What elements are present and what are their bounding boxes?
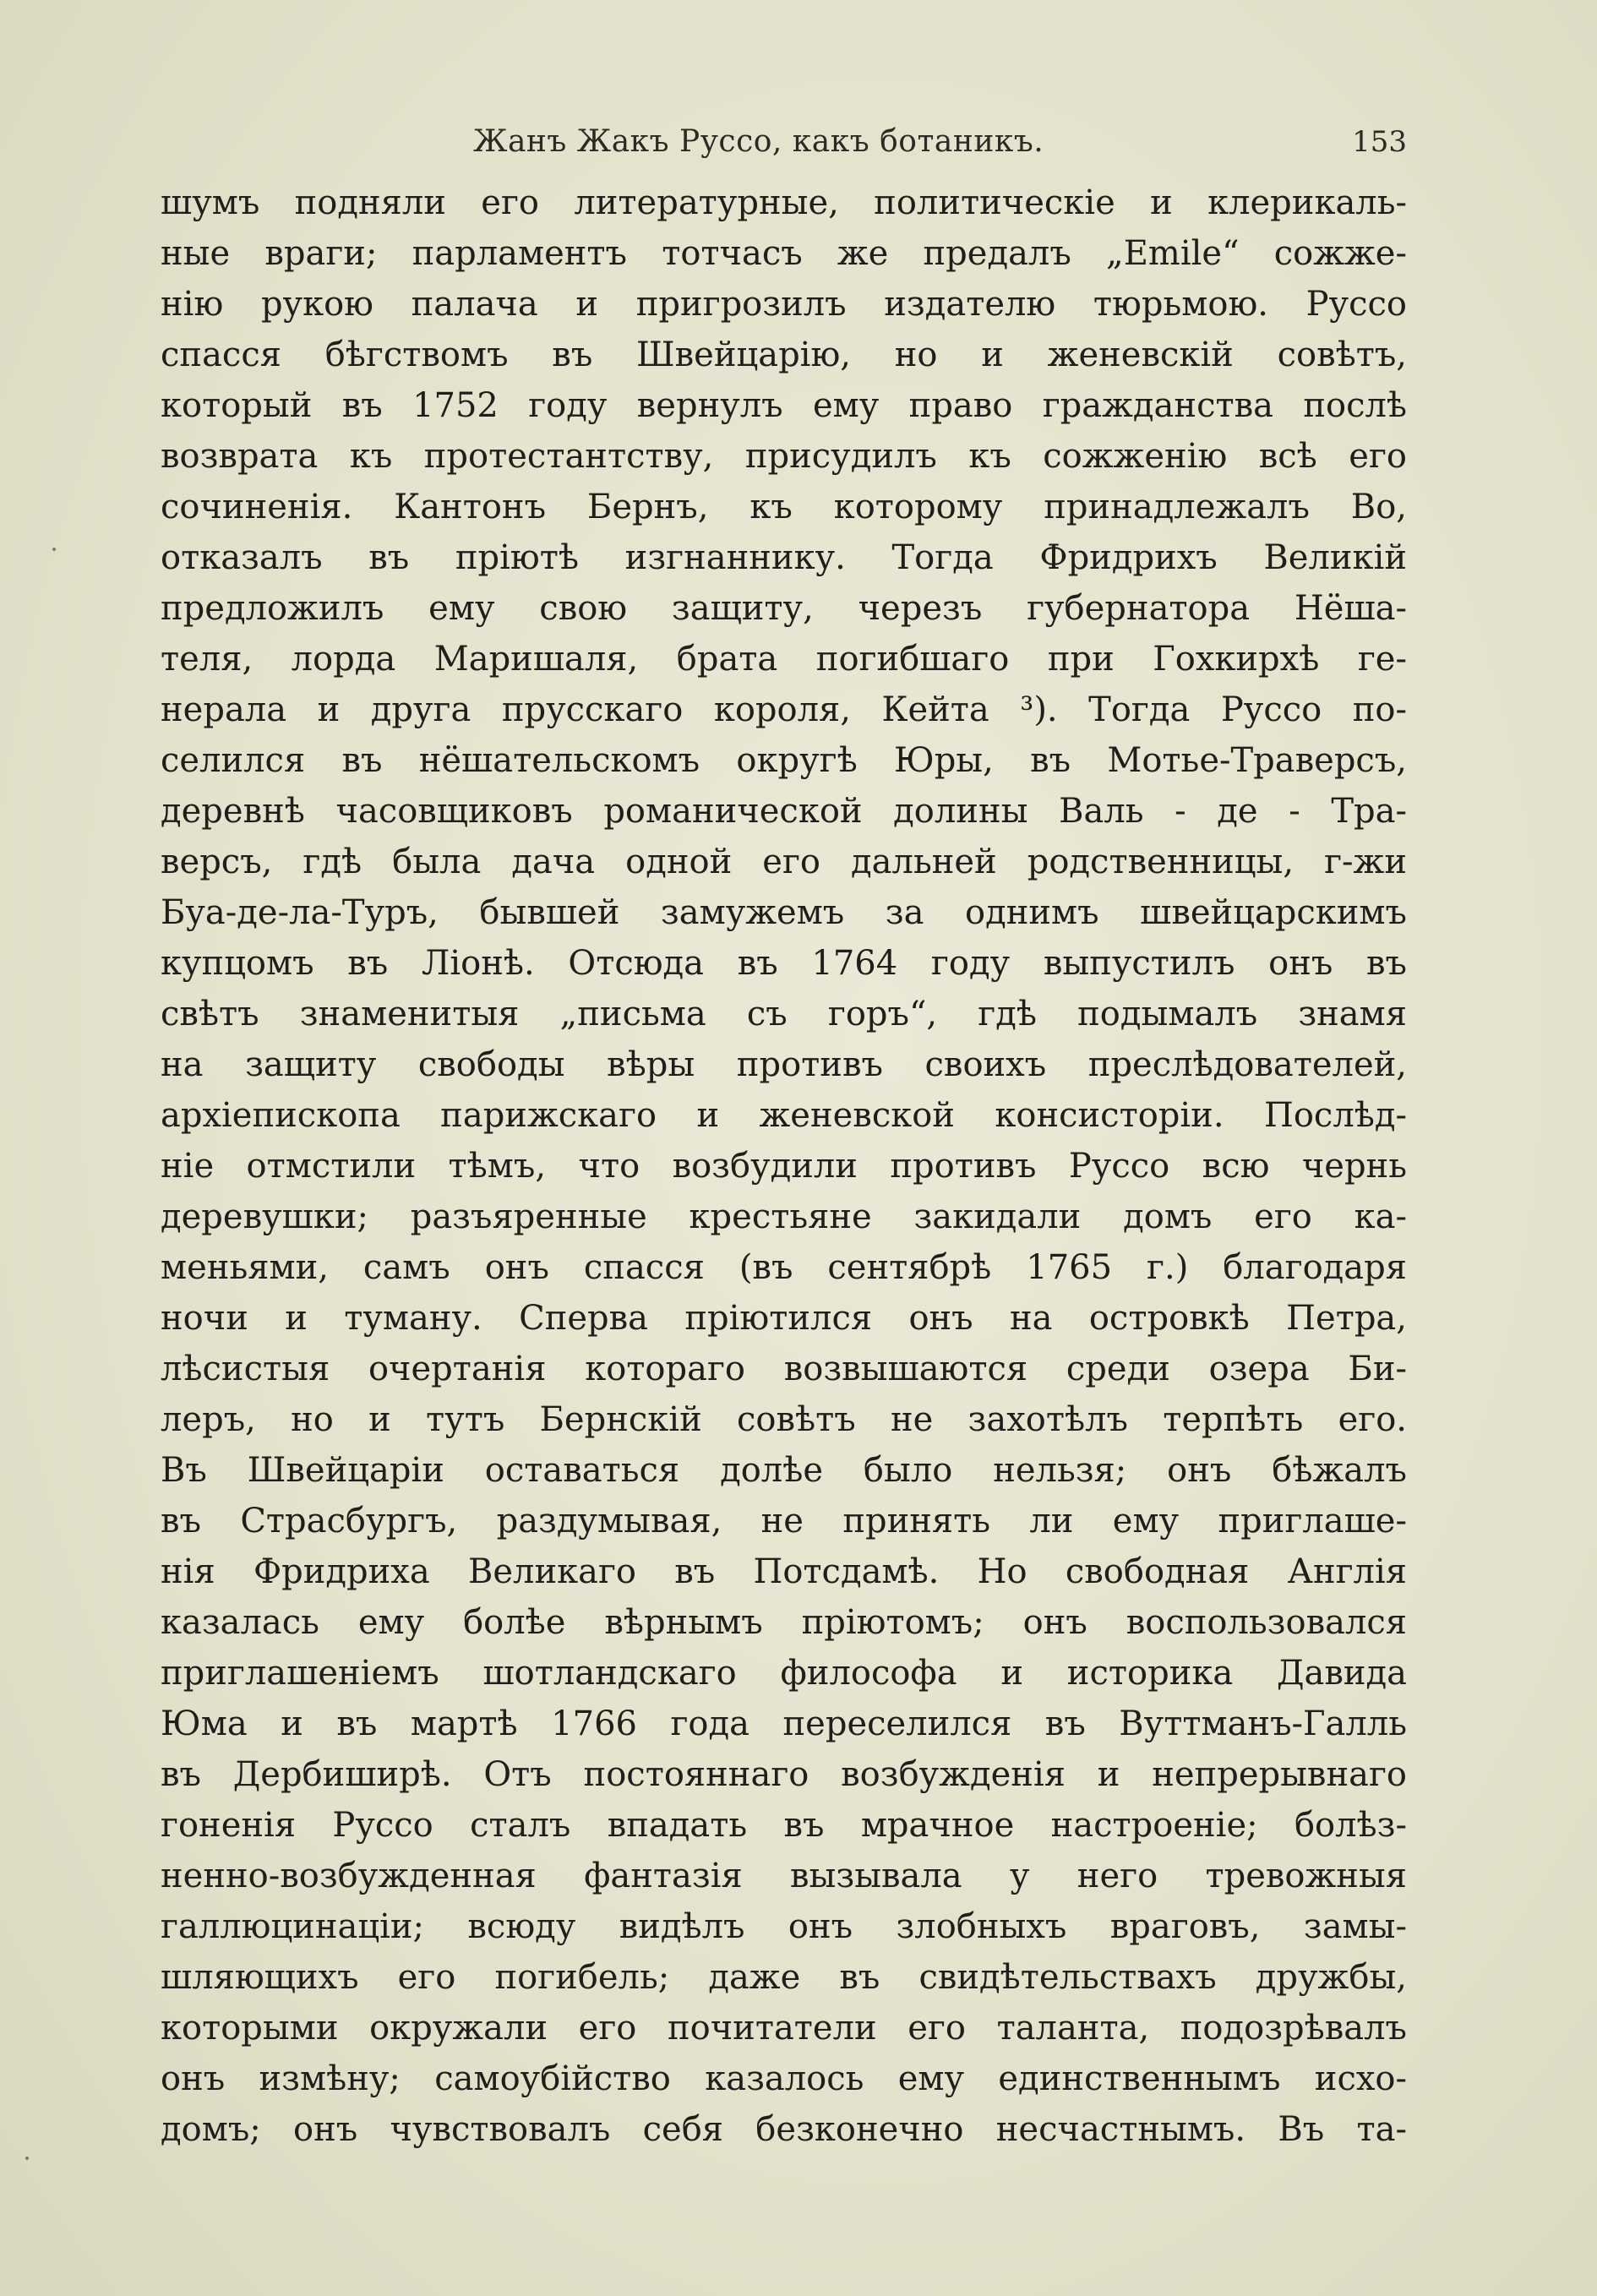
running-title: Жанъ Жакъ Руссо, какъ ботаникъ. (473, 124, 1044, 159)
text-line: галлюцинаціи; всюду видѣлъ онъ злобныхъ враговъ, замы- (161, 1907, 1407, 1946)
text-line: шумъ подняли его литературные, политическіе и клерикаль- (161, 183, 1407, 222)
text-line: въ Дербиширѣ. Отъ постояннаго возбужденія и непрерывнаго (161, 1755, 1407, 1794)
text-line: лѣсистыя очертанія котораго возвышаются среди озера Би- (161, 1350, 1407, 1388)
text-line: нію рукою палача и пригрозилъ издателю тюрьмою. Руссо (161, 285, 1407, 324)
text-line: купцомъ въ Ліонѣ. Отсюда въ 1764 году выпустилъ онъ въ (161, 944, 1407, 983)
text-line: ночи и туману. Сперва пріютился онъ на островкѣ Петра, (161, 1299, 1407, 1338)
text-line: возврата къ протестантству, присудилъ къ сожженію всѣ его (161, 437, 1407, 476)
page-number: 153 (1352, 125, 1407, 159)
text-line: Въ Швейцаріи оставаться долѣе было нельзя; онъ бѣжалъ (161, 1451, 1407, 1490)
text-line: предложилъ ему свою защиту, черезъ губернатора Нёша- (161, 589, 1407, 628)
text-line: онъ измѣну; самоубійство казалось ему единственнымъ исхо- (161, 2059, 1407, 2098)
page-header (161, 118, 1407, 166)
text-line: казалась ему болѣе вѣрнымъ пріютомъ; онъ воспользовался (161, 1603, 1407, 1642)
text-line: версъ, гдѣ была дача одной его дальней родственницы, г-жи (161, 843, 1407, 881)
text-line: деревушки; разъяренные крестьяне закидали домъ его ка- (161, 1197, 1407, 1236)
text-line: леръ, но и тутъ Бернскій совѣтъ не захотѣлъ терпѣть его. (161, 1400, 1407, 1439)
text-line: домъ; онъ чувствовалъ себя безконечно несчастнымъ. Въ та- (161, 2110, 1407, 2149)
text-line: свѣтъ знаменитыя „письма съ горъ“, гдѣ подымалъ знамя (161, 995, 1407, 1033)
text-line: которыми окружали его почитатели его таланта, подозрѣвалъ (161, 2009, 1407, 2048)
text-line: отказалъ въ пріютѣ изгнаннику. Тогда Фридрихъ Великій (161, 538, 1407, 577)
body-text (161, 177, 1407, 2155)
text-line: приглашеніемъ шотландскаго философа и историка Давида (161, 1654, 1407, 1693)
text-line: ные враги; парламентъ тотчасъ же предалъ „Emile“ сожже- (161, 234, 1407, 273)
text-line: въ Страсбургъ, раздумывая, не принять ли ему приглаше- (161, 1502, 1407, 1541)
text-line: ніе отмстили тѣмъ, что возбудили противъ Руссо всю чернь (161, 1147, 1407, 1186)
text-line: который въ 1752 году вернулъ ему право гражданства послѣ (161, 386, 1407, 425)
paper-speck (52, 548, 56, 551)
paper-speck (25, 2157, 29, 2160)
text-line: гоненія Руссо сталъ впадать въ мрачное настроеніе; болѣз- (161, 1806, 1407, 1845)
text-line: на защиту свободы вѣры противъ своихъ преслѣдователей, (161, 1045, 1407, 1084)
text-line: Юма и въ мартѣ 1766 года переселился въ Вуттманъ-Галль (161, 1704, 1407, 1743)
text-line: теля, лорда Маришаля, брата погибшаго при Гохкирхѣ ге- (161, 640, 1407, 679)
text-line: меньями, самъ онъ спасся (въ сентябрѣ 1765 г.) благодаря (161, 1248, 1407, 1287)
text-line: ненно-возбужденная фантазія вызывала у него тревожныя (161, 1857, 1407, 1895)
text-line: нерала и друга прусскаго короля, Кейта ³). Тогда Руссо по- (161, 690, 1407, 729)
text-line: деревнѣ часовщиковъ романической долины Валь - де - Тра- (161, 792, 1407, 831)
text-line: селился въ нёшательскомъ округѣ Юры, въ Мотье-Траверсъ, (161, 741, 1407, 780)
text-line: спасся бѣгствомъ въ Швейцарію, но и женевскій совѣтъ, (161, 335, 1407, 374)
text-line: нія Фридриха Великаго въ Потсдамѣ. Но свободная Англія (161, 1552, 1407, 1591)
text-line: сочиненія. Кантонъ Бернъ, къ которому принадлежалъ Во, (161, 488, 1407, 526)
text-line: шляющихъ его погибель; даже въ свидѣтельствахъ дружбы, (161, 1958, 1407, 1997)
text-line: Буа-де-ла-Туръ, бывшей замужемъ за однимъ швейцарскимъ (161, 893, 1407, 932)
text-line: архіепископа парижскаго и женевской консисторіи. Послѣд- (161, 1096, 1407, 1135)
